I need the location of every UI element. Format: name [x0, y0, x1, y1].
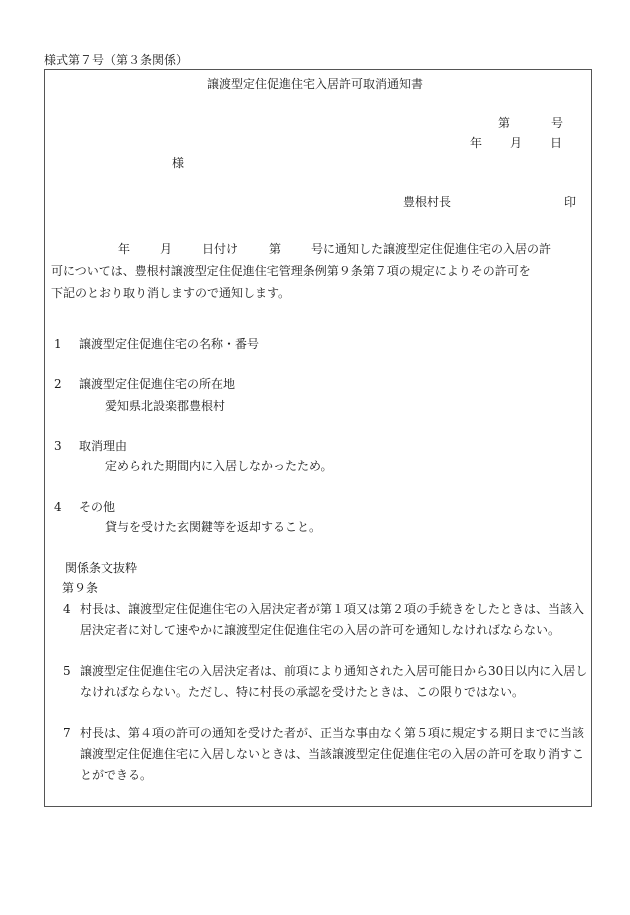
item-title: 譲渡型定住促進住宅の所在地: [79, 377, 236, 391]
issue-date-line: [470, 137, 562, 149]
body-date-suffix: 日付け: [202, 242, 239, 256]
item-title: 取消理由: [79, 439, 128, 453]
clause-text: 譲渡型定住促進住宅の入居決定者は、前項により通知された入居可能日から30日以内に入居しなければならない。ただし、特に村長の承認を受けたときは、この限りではない。: [80, 664, 588, 699]
document-title: 譲渡型定住促進住宅入居許可取消通知書: [206, 77, 423, 91]
reference-clause: [63, 661, 588, 703]
item-detail: 貸与を受けた玄関鍵等を返却すること。: [105, 520, 322, 534]
notice-body: [51, 238, 591, 304]
item-title: 譲渡型定住促進住宅の名称・番号: [79, 337, 260, 351]
issuer-name: 豊根村長: [403, 195, 452, 209]
document-number-line: [498, 117, 563, 129]
clause-text: 村長は、譲渡型定住促進住宅の入居決定者が第１項又は第２項の手続きをしたときは、当該入居決定者に対して速やかに譲渡型定住促進住宅の入居の許可を通知しなければならない。: [80, 602, 585, 637]
body-month: 月: [160, 242, 173, 256]
number-suffix: 号: [551, 116, 564, 130]
body-year: 年: [118, 242, 131, 256]
item-number: 3: [54, 439, 62, 453]
date-month: 月: [510, 136, 523, 150]
clause-number: 5: [63, 664, 71, 678]
body-indent: [51, 238, 118, 260]
date-year: 年: [470, 136, 483, 150]
item-detail: 愛知県北設楽郡豊根村: [105, 399, 226, 413]
body-line-2: 可については、豊根村譲渡型定住促進住宅管理条例第９条第７項の規定によりその許可を: [51, 264, 531, 278]
form-label: 様式第７号（第３条関係）: [44, 53, 189, 67]
clause-number: 7: [63, 726, 71, 740]
body-line-1-text: 号に通知した譲渡型定住促進住宅の入居の許: [311, 242, 552, 256]
clause-text: 村長は、第４項の許可の通知を受けた者が、正当な事由なく第５項に規定する期日までに当該譲渡型定住促進住宅に入居しないときは、当該譲渡型定住促進住宅の入居の許可を取り消すことができる。: [80, 726, 585, 782]
addressee-suffix: 様: [172, 156, 185, 170]
item-number: 2: [54, 377, 62, 391]
item-detail: 定められた期間内に入居しなかったため。: [105, 459, 333, 473]
clause-number: 4: [63, 602, 71, 616]
seal-mark: 印: [564, 195, 577, 209]
body-line-1: [51, 238, 591, 260]
item-number: 1: [54, 337, 62, 351]
body-line-3: 下記のとおり取り消しますので通知します。: [51, 286, 291, 300]
reference-clause: [63, 599, 588, 641]
date-day: 日: [550, 136, 563, 150]
number-prefix: 第: [498, 116, 511, 130]
reference-clause: [63, 723, 588, 786]
body-number-prefix: 第: [269, 242, 282, 256]
item-title: その他: [79, 500, 116, 514]
reference-heading: 関係条文抜粋: [65, 561, 138, 575]
reference-article: 第９条: [62, 581, 99, 595]
item-number: 4: [54, 500, 62, 514]
